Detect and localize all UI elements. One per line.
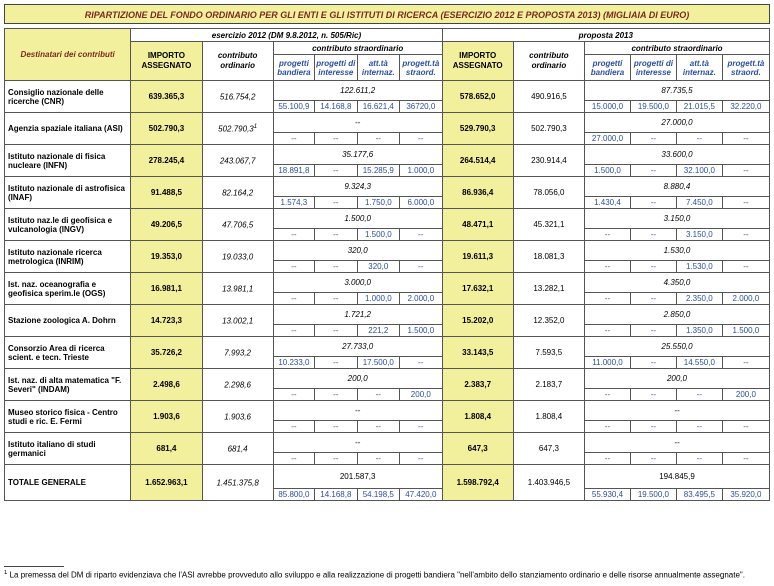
straordinario-total-2013: 27.000,0 bbox=[585, 113, 770, 133]
ordinario-2013: 490.916,5 bbox=[513, 81, 584, 113]
straordinario-detail-2013: -- bbox=[722, 421, 769, 433]
straordinario-detail-2012: -- bbox=[273, 261, 314, 273]
straordinario-detail-2013: 1.530,0 bbox=[676, 261, 722, 273]
straordinario-detail-2013: 19.500,0 bbox=[630, 489, 676, 501]
straordinario-detail-2013: -- bbox=[585, 389, 631, 401]
row-name: Museo storico fisica - Centro studi e ric. E. Fermi bbox=[5, 401, 131, 433]
footnote-ref: 1 bbox=[253, 123, 258, 130]
total-row bbox=[5, 465, 770, 489]
straordinario-detail-2013: -- bbox=[722, 197, 769, 209]
straordinario-detail-2012: 320,0 bbox=[357, 261, 399, 273]
straordinario-detail-2013: -- bbox=[630, 197, 676, 209]
straordinario-detail-2012: 16.621,4 bbox=[357, 101, 399, 113]
straordinario-detail-2013: -- bbox=[722, 165, 769, 177]
importo-2013: 264.514,4 bbox=[442, 145, 513, 177]
header-att-internaz-2012: att.tà internaz. bbox=[357, 55, 399, 81]
importo-2012: 2.498,6 bbox=[131, 369, 202, 401]
straordinario-detail-2013: -- bbox=[722, 229, 769, 241]
ordinario-2012 bbox=[202, 305, 273, 337]
straordinario-detail-2013: -- bbox=[585, 229, 631, 241]
footnote-text: La premessa del DM di riparto evidenziava che l'ASI avrebbe provveduto allo sviluppo e alla realizzazione di progetti bandiera "nell'ambito dello stanziamento ordinario e delle risorse annualmente assegnate". bbox=[9, 570, 745, 580]
straordinario-detail-2013: -- bbox=[676, 133, 722, 145]
straordinario-detail-2012: 1.750,0 bbox=[357, 197, 399, 209]
header-progetta-straord-2012: progett.tà straord. bbox=[400, 55, 443, 81]
straordinario-detail-2012: 1.000,0 bbox=[357, 293, 399, 305]
straordinario-total-2012: 122.611,2 bbox=[273, 81, 442, 101]
straordinario-detail-2013: 3.150,0 bbox=[676, 229, 722, 241]
header-progetti-bandiera-2012: progetti bandiera bbox=[273, 55, 314, 81]
straordinario-detail-2012: -- bbox=[400, 357, 443, 369]
straordinario-detail-2013: 32.220,0 bbox=[722, 101, 769, 113]
straordinario-total-2013: 8.880,4 bbox=[585, 177, 770, 197]
straordinario-detail-2013: 1.430,4 bbox=[585, 197, 631, 209]
table-row bbox=[5, 145, 770, 165]
straordinario-detail-2013: -- bbox=[676, 389, 722, 401]
straordinario-detail-2012: 1.574,3 bbox=[273, 197, 314, 209]
straordinario-detail-2013: -- bbox=[630, 389, 676, 401]
straordinario-detail-2013: 1.500,0 bbox=[722, 325, 769, 337]
importo-2013: 578.652,0 bbox=[442, 81, 513, 113]
ordinario-2013: 45.321,1 bbox=[513, 209, 584, 241]
straordinario-detail-2013: -- bbox=[722, 357, 769, 369]
straordinario-detail-2013: -- bbox=[630, 421, 676, 433]
straordinario-total-2013: -- bbox=[585, 433, 770, 453]
ordinario-2012-value: 1.903,6 bbox=[224, 412, 251, 422]
ordinario-2012 bbox=[202, 337, 273, 369]
table-row bbox=[5, 273, 770, 293]
straordinario-detail-2013: -- bbox=[630, 261, 676, 273]
straordinario-detail-2013: 83.495,5 bbox=[676, 489, 722, 501]
straordinario-total-2013: 2.850,0 bbox=[585, 305, 770, 325]
ordinario-2012-value: 7.993,2 bbox=[224, 348, 251, 358]
importo-2012: 1.903,6 bbox=[131, 401, 202, 433]
straordinario-detail-2012: 47.420,0 bbox=[400, 489, 443, 501]
straordinario-detail-2013: -- bbox=[585, 453, 631, 465]
straordinario-detail-2013: -- bbox=[585, 261, 631, 273]
straordinario-detail-2012: 10.233,0 bbox=[273, 357, 314, 369]
straordinario-detail-2012: -- bbox=[315, 293, 357, 305]
ordinario-2013: 18.081,3 bbox=[513, 241, 584, 273]
straordinario-detail-2013: -- bbox=[585, 325, 631, 337]
straordinario-total-2012: 1.721,2 bbox=[273, 305, 442, 325]
table-row bbox=[5, 177, 770, 197]
straordinario-detail-2012: 17.500,0 bbox=[357, 357, 399, 369]
importo-2013: 1.808,4 bbox=[442, 401, 513, 433]
straordinario-detail-2012: 15.285,9 bbox=[357, 165, 399, 177]
importo-2012: 278.245,4 bbox=[131, 145, 202, 177]
ordinario-2012 bbox=[202, 113, 273, 145]
straordinario-detail-2013: 11.000,0 bbox=[585, 357, 631, 369]
ordinario-2012 bbox=[202, 273, 273, 305]
straordinario-detail-2013: 55.930,4 bbox=[585, 489, 631, 501]
straordinario-detail-2013: 21.015,5 bbox=[676, 101, 722, 113]
straordinario-detail-2013: 14.550,0 bbox=[676, 357, 722, 369]
ordinario-2012-value: 681,4 bbox=[227, 444, 248, 454]
straordinario-detail-2013: 7.450,0 bbox=[676, 197, 722, 209]
straordinario-detail-2012: -- bbox=[273, 389, 314, 401]
straordinario-total-2012: 3.000,0 bbox=[273, 273, 442, 293]
ordinario-2012 bbox=[202, 433, 273, 465]
importo-2012: 91.488,5 bbox=[131, 177, 202, 209]
straordinario-detail-2013: 1.500,0 bbox=[585, 165, 631, 177]
straordinario-detail-2012: -- bbox=[273, 325, 314, 337]
importo-2013: 529.790,3 bbox=[442, 113, 513, 145]
straordinario-detail-2012: 1.500,0 bbox=[357, 229, 399, 241]
straordinario-total-2012: 35.177,6 bbox=[273, 145, 442, 165]
straordinario-detail-2012: 36720,0 bbox=[400, 101, 443, 113]
straordinario-total-2012: 1.500,0 bbox=[273, 209, 442, 229]
straordinario-total-2012: 27.733,0 bbox=[273, 337, 442, 357]
importo-2013: 48.471,1 bbox=[442, 209, 513, 241]
straordinario-detail-2012: 18.891,8 bbox=[273, 165, 314, 177]
straordinario-detail-2013: -- bbox=[630, 165, 676, 177]
straordinario-total-2013: -- bbox=[585, 401, 770, 421]
table-row bbox=[5, 433, 770, 453]
straordinario-detail-2013: -- bbox=[630, 229, 676, 241]
straordinario-detail-2013: -- bbox=[722, 453, 769, 465]
straordinario-total-2012: 201.587,3 bbox=[273, 465, 442, 489]
table-row bbox=[5, 401, 770, 421]
row-name: Istituto nazionale ricerca metrologica (INRIM) bbox=[5, 241, 131, 273]
straordinario-detail-2012: -- bbox=[315, 165, 357, 177]
header-att-internaz-2013: att.tà internaz. bbox=[676, 55, 722, 81]
importo-2012: 35.726,2 bbox=[131, 337, 202, 369]
importo-2012: 16.981,1 bbox=[131, 273, 202, 305]
straordinario-detail-2013: -- bbox=[630, 325, 676, 337]
straordinario-detail-2013: -- bbox=[585, 293, 631, 305]
header-destinatari: Destinatari dei contributi bbox=[5, 29, 131, 81]
straordinario-detail-2012: -- bbox=[400, 453, 443, 465]
importo-2013: 1.598.792,4 bbox=[442, 465, 513, 501]
straordinario-detail-2012: 221,2 bbox=[357, 325, 399, 337]
straordinario-detail-2012: -- bbox=[273, 453, 314, 465]
header-progetta-straord-2013: progett.tà straord. bbox=[722, 55, 769, 81]
importo-2012: 639.365,3 bbox=[131, 81, 202, 113]
header-progetti-interesse-2012: progetti di interesse bbox=[315, 55, 357, 81]
straordinario-detail-2013: 15.000,0 bbox=[585, 101, 631, 113]
header-progetti-bandiera-2013: progetti bandiera bbox=[585, 55, 631, 81]
straordinario-total-2012: 200,0 bbox=[273, 369, 442, 389]
ordinario-2012-value: 502.790,3 bbox=[218, 124, 254, 134]
header-progetti-interesse-2013: progetti di interesse bbox=[630, 55, 676, 81]
ordinario-2012-value: 13.002,1 bbox=[222, 316, 254, 326]
straordinario-total-2013: 194.845,9 bbox=[585, 465, 770, 489]
footnote-number: 1 bbox=[4, 570, 8, 576]
row-name: Ist. naz. di alta matematica "F. Severi" (INDAM) bbox=[5, 369, 131, 401]
importo-2013: 86.936,4 bbox=[442, 177, 513, 209]
ordinario-2012-value: 243.067,7 bbox=[219, 156, 256, 166]
row-name: Ist. naz. oceanografia e geofisica sperim.le (OGS) bbox=[5, 273, 131, 305]
row-name: Istituto naz.le di geofisica e vulcanologia (INGV) bbox=[5, 209, 131, 241]
straordinario-detail-2012: -- bbox=[273, 293, 314, 305]
straordinario-detail-2013: 32.100,0 bbox=[676, 165, 722, 177]
straordinario-detail-2013: 2.350,0 bbox=[676, 293, 722, 305]
straordinario-detail-2012: 55.100,9 bbox=[273, 101, 314, 113]
importo-2013: 33.143,5 bbox=[442, 337, 513, 369]
straordinario-detail-2012: -- bbox=[273, 421, 314, 433]
row-name: Istituto nazionale di fisica nucleare (INFN) bbox=[5, 145, 131, 177]
importo-2012: 19.353,0 bbox=[131, 241, 202, 273]
importo-2012: 1.652.963,1 bbox=[131, 465, 202, 501]
table-row bbox=[5, 113, 770, 133]
straordinario-detail-2013: -- bbox=[676, 421, 722, 433]
ordinario-2012 bbox=[202, 401, 273, 433]
straordinario-detail-2012: -- bbox=[357, 421, 399, 433]
ordinario-2013: 2.183,7 bbox=[513, 369, 584, 401]
importo-2013: 647,3 bbox=[442, 433, 513, 465]
ordinario-2013: 647,3 bbox=[513, 433, 584, 465]
ordinario-2012 bbox=[202, 465, 273, 501]
straordinario-detail-2012: 1.500,0 bbox=[400, 325, 443, 337]
straordinario-detail-2013: -- bbox=[630, 293, 676, 305]
ordinario-2012-value: 19.033,0 bbox=[222, 252, 254, 262]
straordinario-detail-2013: 27.000,0 bbox=[585, 133, 631, 145]
ordinario-2013: 78.056,0 bbox=[513, 177, 584, 209]
row-name: Istituto italiano di studi germanici bbox=[5, 433, 131, 465]
ordinario-2012-value: 2.298,6 bbox=[224, 380, 251, 390]
header-straordinario-2013: contributo straordinario bbox=[585, 42, 770, 55]
straordinario-detail-2012: -- bbox=[315, 389, 357, 401]
straordinario-detail-2012: -- bbox=[273, 133, 314, 145]
straordinario-detail-2013: -- bbox=[585, 421, 631, 433]
straordinario-detail-2013: 19.500,0 bbox=[630, 101, 676, 113]
header-ordinario-2013: contributo ordinario bbox=[513, 42, 584, 81]
footnote-divider bbox=[4, 566, 64, 567]
straordinario-detail-2012: -- bbox=[400, 421, 443, 433]
table-row bbox=[5, 369, 770, 389]
ordinario-2012 bbox=[202, 369, 273, 401]
straordinario-detail-2013: -- bbox=[722, 261, 769, 273]
straordinario-detail-2012: 14.168,8 bbox=[315, 101, 357, 113]
straordinario-total-2013: 33.600,0 bbox=[585, 145, 770, 165]
straordinario-detail-2012: -- bbox=[315, 421, 357, 433]
ordinario-2012-value: 516.754,2 bbox=[219, 92, 256, 102]
ordinario-2013: 1.808,4 bbox=[513, 401, 584, 433]
straordinario-detail-2012: -- bbox=[400, 261, 443, 273]
straordinario-detail-2013: 35.920,0 bbox=[722, 489, 769, 501]
header-esercizio-2012: esercizio 2012 (DM 9.8.2012, n. 505/Ric) bbox=[131, 29, 442, 42]
straordinario-detail-2013: -- bbox=[630, 453, 676, 465]
ordinario-2012 bbox=[202, 177, 273, 209]
straordinario-total-2012: -- bbox=[273, 401, 442, 421]
straordinario-total-2013: 3.150,0 bbox=[585, 209, 770, 229]
table-title: RIPARTIZIONE DEL FONDO ORDINARIO PER GLI ENTI E GLI ISTITUTI DI RICERCA (ESERCIZIO 2012 E PROPOSTA 2013) (MIGLIAIA DI EURO) bbox=[4, 4, 770, 24]
straordinario-total-2013: 4.350,0 bbox=[585, 273, 770, 293]
ordinario-2012 bbox=[202, 145, 273, 177]
straordinario-detail-2013: -- bbox=[630, 357, 676, 369]
ordinario-2013: 230.914,4 bbox=[513, 145, 584, 177]
importo-2013: 15.202,0 bbox=[442, 305, 513, 337]
straordinario-detail-2012: -- bbox=[357, 453, 399, 465]
header-straordinario-2012: contributo straordinario bbox=[273, 42, 442, 55]
straordinario-detail-2012: 85.800,0 bbox=[273, 489, 314, 501]
straordinario-detail-2012: 2.000,0 bbox=[400, 293, 443, 305]
straordinario-detail-2013: -- bbox=[722, 133, 769, 145]
straordinario-detail-2012: -- bbox=[400, 229, 443, 241]
importo-2013: 2.383,7 bbox=[442, 369, 513, 401]
row-name: Consorzio Area di ricerca scient. e tecn. Trieste bbox=[5, 337, 131, 369]
straordinario-detail-2012: -- bbox=[315, 229, 357, 241]
straordinario-detail-2013: 200,0 bbox=[722, 389, 769, 401]
importo-2013: 17.632,1 bbox=[442, 273, 513, 305]
ordinario-2012 bbox=[202, 81, 273, 113]
footnote bbox=[4, 570, 770, 580]
straordinario-detail-2013: 2.000,0 bbox=[722, 293, 769, 305]
straordinario-detail-2012: -- bbox=[400, 133, 443, 145]
ordinario-2012-value: 47.706,5 bbox=[222, 220, 254, 230]
funding-table bbox=[4, 28, 770, 501]
straordinario-total-2013: 25.550,0 bbox=[585, 337, 770, 357]
header-importo-2012: IMPORTO ASSEGNATO bbox=[131, 42, 202, 81]
ordinario-2013: 1.403.946,5 bbox=[513, 465, 584, 501]
straordinario-total-2013: 1.530,0 bbox=[585, 241, 770, 261]
straordinario-detail-2012: -- bbox=[315, 261, 357, 273]
ordinario-2013: 12.352,0 bbox=[513, 305, 584, 337]
straordinario-detail-2012: -- bbox=[357, 133, 399, 145]
header-proposta-2013: proposta 2013 bbox=[442, 29, 769, 42]
straordinario-detail-2012: 200,0 bbox=[400, 389, 443, 401]
ordinario-2012-value: 82.164,2 bbox=[222, 188, 254, 198]
row-name: Istituto nazionale di astrofisica (INAF) bbox=[5, 177, 131, 209]
table-row bbox=[5, 241, 770, 261]
ordinario-2013: 7.593,5 bbox=[513, 337, 584, 369]
straordinario-total-2012: -- bbox=[273, 113, 442, 133]
straordinario-detail-2013: -- bbox=[676, 453, 722, 465]
ordinario-2012-value: 1.451.375,8 bbox=[216, 478, 259, 488]
importo-2012: 502.790,3 bbox=[131, 113, 202, 145]
table-row bbox=[5, 209, 770, 229]
row-name: Consiglio nazionale delle ricerche (CNR) bbox=[5, 81, 131, 113]
ordinario-2012-value: 13.981,1 bbox=[222, 284, 254, 294]
ordinario-2013: 13.282,1 bbox=[513, 273, 584, 305]
straordinario-total-2012: 9.324,3 bbox=[273, 177, 442, 197]
row-name: Agenzia spaziale italiana (ASI) bbox=[5, 113, 131, 145]
row-name: Stazione zoologica A. Dohrn bbox=[5, 305, 131, 337]
straordinario-detail-2012: -- bbox=[315, 133, 357, 145]
straordinario-detail-2012: -- bbox=[315, 325, 357, 337]
straordinario-total-2012: 320,0 bbox=[273, 241, 442, 261]
table-row bbox=[5, 305, 770, 325]
header-ordinario-2012: contributo ordinario bbox=[202, 42, 273, 81]
straordinario-total-2013: 200,0 bbox=[585, 369, 770, 389]
importo-2012: 681,4 bbox=[131, 433, 202, 465]
ordinario-2012 bbox=[202, 209, 273, 241]
straordinario-detail-2012: 14.168,8 bbox=[315, 489, 357, 501]
straordinario-detail-2012: -- bbox=[315, 197, 357, 209]
straordinario-detail-2012: 6.000,0 bbox=[400, 197, 443, 209]
straordinario-detail-2012: -- bbox=[273, 229, 314, 241]
straordinario-detail-2012: 54.198,5 bbox=[357, 489, 399, 501]
importo-2012: 14.723,3 bbox=[131, 305, 202, 337]
row-name: TOTALE GENERALE bbox=[5, 465, 131, 501]
straordinario-detail-2013: 1.350,0 bbox=[676, 325, 722, 337]
straordinario-total-2013: 87.735,5 bbox=[585, 81, 770, 101]
importo-2013: 19.611,3 bbox=[442, 241, 513, 273]
straordinario-detail-2012: -- bbox=[315, 357, 357, 369]
straordinario-detail-2012: -- bbox=[315, 453, 357, 465]
straordinario-detail-2013: -- bbox=[630, 133, 676, 145]
importo-2012: 49.206,5 bbox=[131, 209, 202, 241]
ordinario-2012 bbox=[202, 241, 273, 273]
straordinario-detail-2012: 1.000,0 bbox=[400, 165, 443, 177]
straordinario-detail-2012: -- bbox=[357, 389, 399, 401]
table-row bbox=[5, 337, 770, 357]
header-importo-2013: IMPORTO ASSEGNATO bbox=[442, 42, 513, 81]
ordinario-2013: 502.790,3 bbox=[513, 113, 584, 145]
straordinario-total-2012: -- bbox=[273, 433, 442, 453]
table-row bbox=[5, 81, 770, 101]
